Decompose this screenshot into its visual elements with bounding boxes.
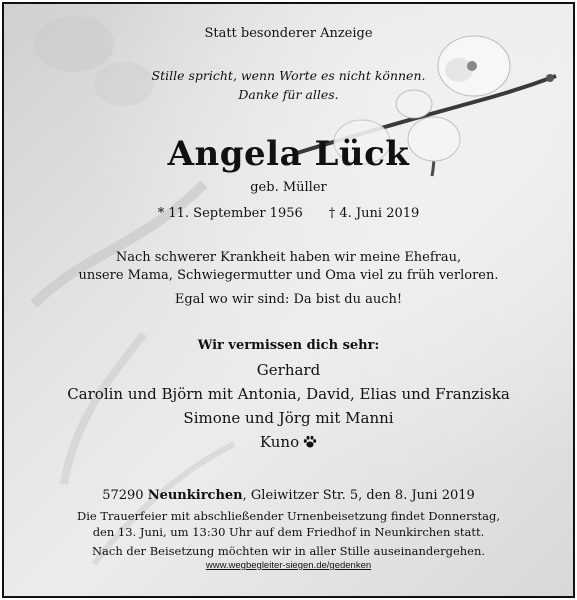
notice-content <box>4 4 573 596</box>
funeral-line-3: Nach der Beisetzung möchten wir in aller Stille auseinandergehen. <box>91 544 486 558</box>
website-footer <box>4 560 573 571</box>
death-date: † 4. Juni 2019 <box>328 206 420 221</box>
mourner-pet-name: Kuno <box>259 433 300 451</box>
paw-print-icon <box>303 435 317 449</box>
life-dates <box>4 206 573 221</box>
quote-line-1: Stille spricht, wenn Worte es nicht können. <box>151 68 426 83</box>
birth-date: * 11. September 1956 <box>157 206 303 221</box>
deceased-name: Angela Lück <box>167 134 410 174</box>
address-city: Neunkirchen <box>147 488 243 503</box>
maiden-name: geb. Müller <box>250 180 327 195</box>
address-line <box>4 488 573 503</box>
funeral-line-2: den 13. Juni, um 13:30 Uhr auf dem Friedhof in Neunkirchen statt. <box>92 525 485 539</box>
mourner-line: Simone und Jörg mit Manni <box>183 409 394 427</box>
message-line-1: Nach schwerer Krankheit haben wir meine Ehefrau, <box>115 250 462 265</box>
website-link[interactable]: www.wegbegleiter-siegen.de/gedenken <box>205 560 372 571</box>
message-line-2: unsere Mama, Schwiegermutter und Oma viel zu früh verloren. <box>78 268 499 283</box>
address-details: , Gleiwitzer Str. 5, den 8. Juni 2019 <box>242 488 475 503</box>
address-zip: 57290 <box>102 488 144 503</box>
mourner-line: Gerhard <box>256 361 321 379</box>
quote-line-2: Danke für alles. <box>238 87 339 102</box>
mourners-heading: Wir vermissen dich sehr: <box>197 338 380 353</box>
funeral-line-1: Die Trauerfeier mit abschließender Urnenbeisetzung findet Donnerstag, <box>76 509 501 523</box>
header-text: Statt besonderer Anzeige <box>204 26 373 41</box>
message-line-3: Egal wo wir sind: Da bist du auch! <box>174 292 403 307</box>
mourner-line: Carolin und Björn mit Antonia, David, Elias und Franziska <box>67 385 510 403</box>
obituary-notice <box>2 2 575 598</box>
mourner-line-pet <box>4 433 573 451</box>
